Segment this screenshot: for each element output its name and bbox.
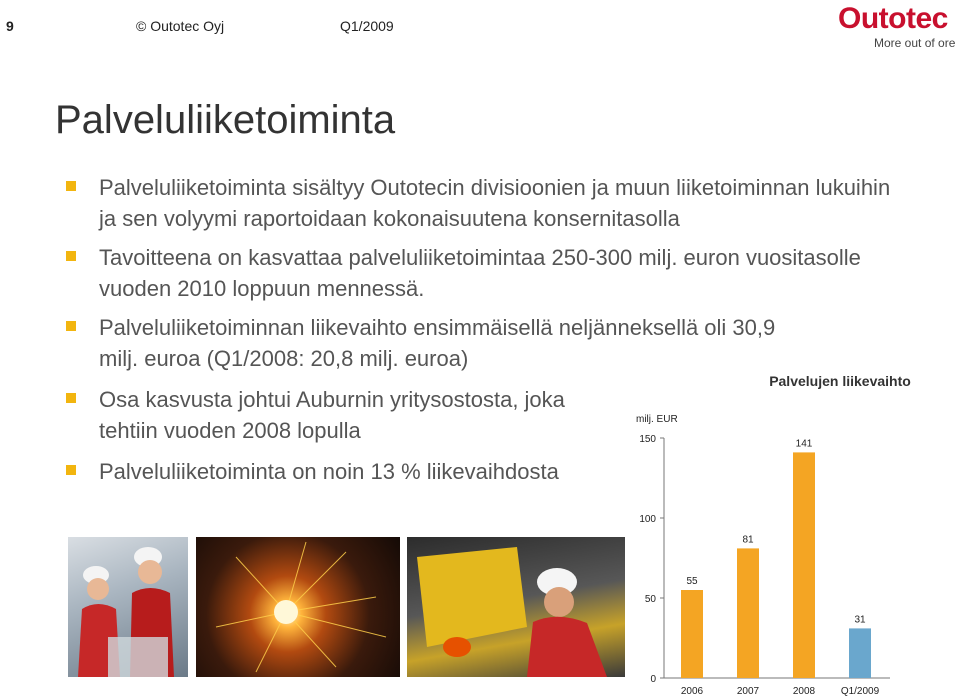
y-tick-label: 100 <box>639 514 656 525</box>
bar-value-label: 31 <box>854 614 866 626</box>
x-tick-label: 2008 <box>792 686 816 697</box>
bar-Q1-2009 <box>849 628 871 678</box>
y-axis-label: milj. EUR <box>636 414 678 425</box>
bullet-text: Palveluliiketoiminnan liikevaihto ensimmäisellä neljänneksellä oli 30,9 milj. euroa (Q1/2008: 20,8 milj. euroa) <box>99 315 776 371</box>
page-number: 9 <box>6 18 14 34</box>
y-tick-label: 50 <box>644 594 656 605</box>
x-tick-label: 2006 <box>680 686 704 697</box>
logo-wordmark: Outotec <box>838 2 948 35</box>
bullet-text: Osa kasvusta johtui Auburnin yritysostosta, joka tehtiin vuoden 2008 lopulla <box>99 387 565 443</box>
slide-title: Palveluliiketoiminta <box>55 98 396 142</box>
bullet-item <box>66 384 599 446</box>
y-tick-label: 0 <box>650 674 656 685</box>
copyright-text: © Outotec Oyj <box>136 18 225 34</box>
bar-2006 <box>681 590 703 678</box>
logo-tagline: More out of ore <box>874 36 956 50</box>
bullet-square-icon <box>66 321 76 331</box>
bullet-square-icon <box>66 251 76 261</box>
workers-photo <box>68 537 188 677</box>
bullet-text: Tavoitteena on kasvattaa palveluliiketoimintaa 250-300 milj. euron vuositasolle vuoden 2010 loppuun mennessä. <box>99 245 861 301</box>
period-text: Q1/2009 <box>340 18 394 34</box>
bar-value-label: 55 <box>686 576 698 587</box>
welding-sparks-photo <box>196 537 400 677</box>
x-tick-label: Q1/2009 <box>840 686 880 697</box>
x-tick-label: 2007 <box>736 686 760 697</box>
equipment-worker-photo <box>407 537 625 677</box>
bar-value-label: 141 <box>795 438 813 450</box>
revenue-chart <box>620 360 960 697</box>
bullet-square-icon <box>66 181 76 191</box>
y-tick-label: 150 <box>639 434 656 445</box>
bar-2008 <box>793 452 815 678</box>
bullet-square-icon <box>66 465 76 475</box>
bullet-text: Palveluliiketoiminta on noin 13 % liikevaihdosta <box>99 459 559 484</box>
bullet-item <box>66 242 906 304</box>
bar-value-label: 81 <box>742 534 754 546</box>
bullet-item <box>66 172 906 234</box>
bullet-square-icon <box>66 393 76 403</box>
chart-title: Palvelujen liikevaihto <box>769 373 911 389</box>
bullet-text: Palveluliiketoiminta sisältyy Outotecin divisioonien ja muun liiketoiminnan lukuihin ja sen volyymi raportoidaan kokonaisuutena konsernitasolla <box>99 175 891 231</box>
outotec-logo <box>838 2 960 52</box>
bar-2007 <box>737 548 759 678</box>
